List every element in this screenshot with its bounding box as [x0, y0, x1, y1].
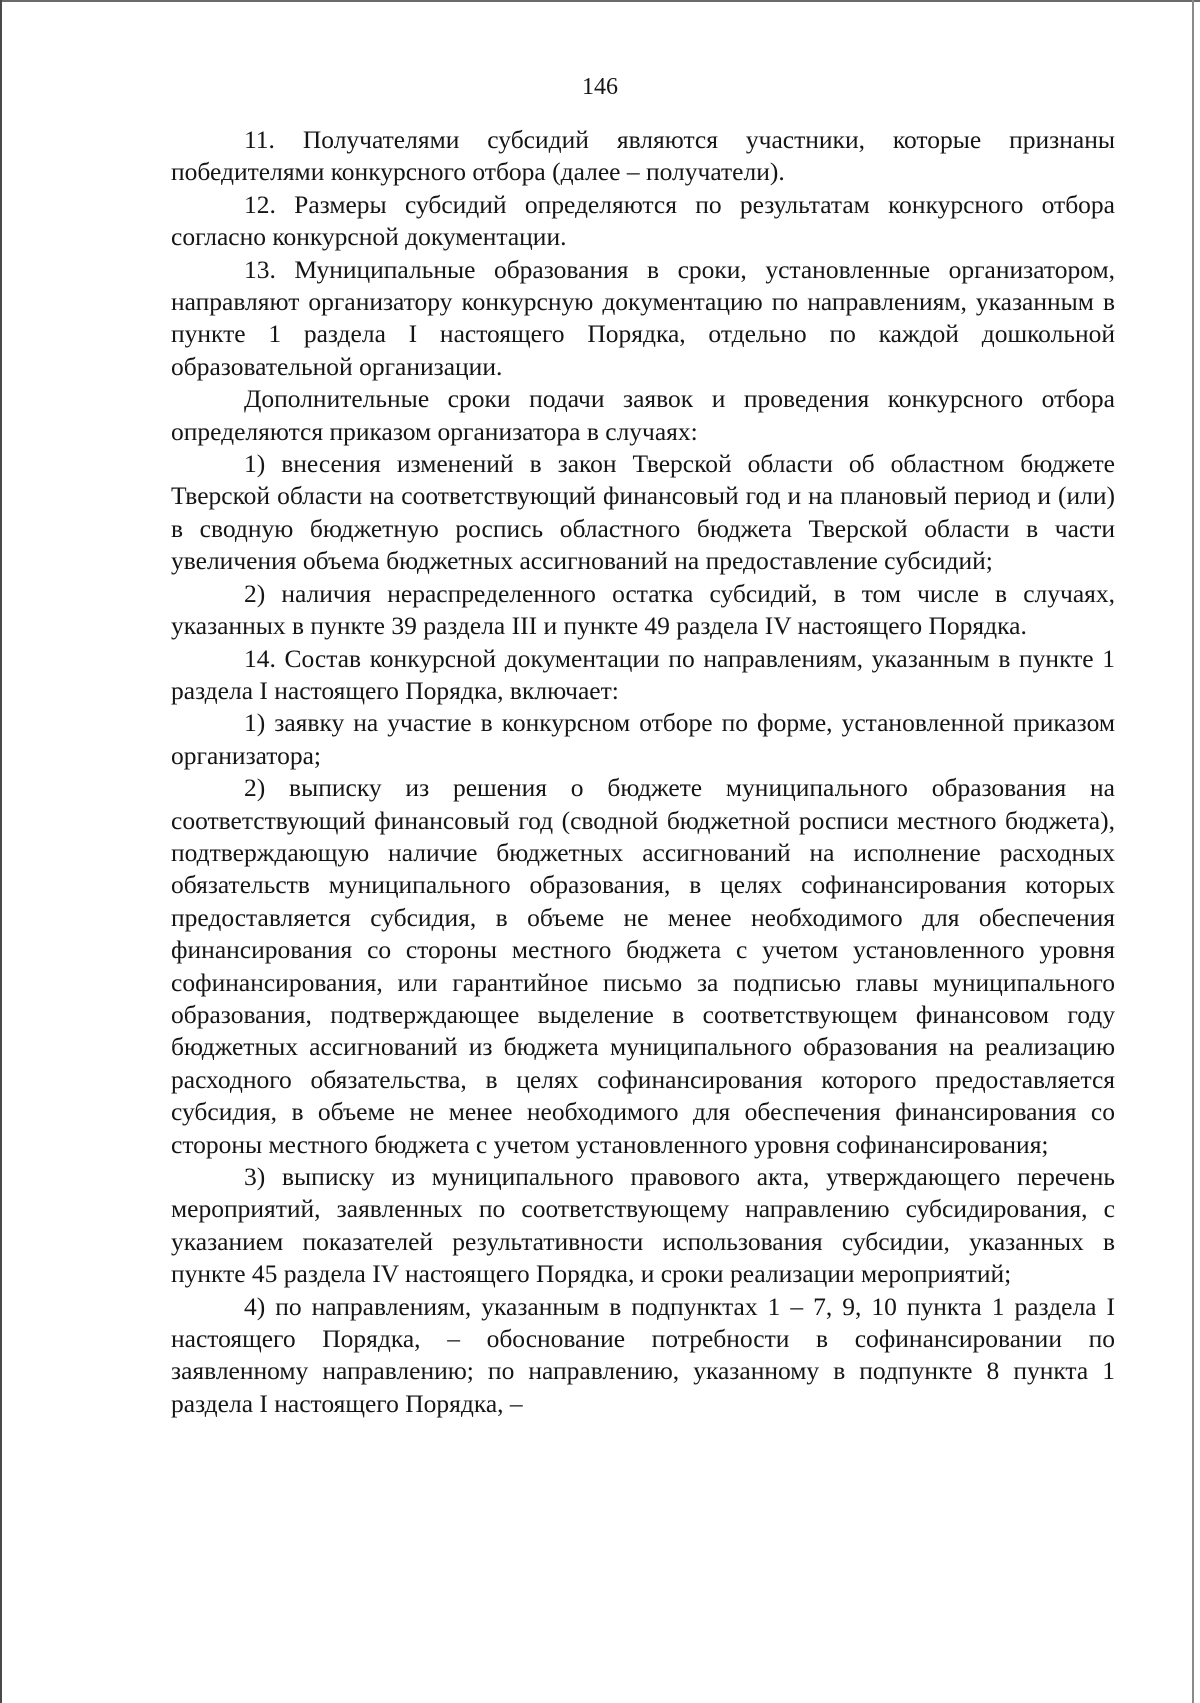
paragraph-13: 13. Муниципальные образования в сроки, установленные организатором, направляют организатору конкурсную документацию по направлениям, указанным в пункте 1 раздела I настоящего Порядка, отдельно по каждой дошкольной образовательной организации.	[171, 254, 1115, 381]
paragraph-case-1: 1) внесения изменений в закон Тверской области об областном бюджете Тверской области на соответствующий финансовый год и на плановый период и (или) в сводную бюджетную роспись областного бюджета Тверской области в части увеличения объема бюджетных ассигнований на предоставление субсидий;	[171, 449, 1115, 576]
page-number: 146	[582, 74, 618, 100]
scan-edge-left	[0, 0, 2, 1703]
paragraph-additional-terms: Дополнительные сроки подачи заявок и проведения конкурсного отбора определяются приказом организатора в случаях:	[171, 384, 1115, 446]
paragraph-case-2: 2) наличия нераспределенного остатка субсидий, в том числе в случаях, указанных в пункте 39 раздела III и пункте 49 раздела IV настоящего Порядка.	[171, 578, 1115, 641]
paragraph-11: 11. Получателями субсидий являются участники, которые признаны победителями конкурсного отбора (далее – получатели).	[171, 125, 1115, 187]
document-body	[171, 124, 1115, 1420]
scan-edge-right	[1192, 0, 1194, 1703]
paragraph-14-item-2: 2) выписку из решения о бюджете муниципального образования на соответствующий финансовый год (сводной бюджетной росписи местного бюджета), подтверждающую наличие бюджетных ассигнований на исполнение расходных обязательств муниципального образования, в целях софинансирования которых предоставляется субсидия, в объеме не менее необходимого для обеспечения финансирования со стороны местного бюджета с учетом установленного уровня софинансирования, или гарантийное письмо за подписью главы муниципального образования, подтверждающее выделение в соответствующем финансовом году бюджетных ассигнований из бюджета муниципального образования на реализацию расходного обязательства, в целях софинансирования которого предоставляется субсидия, в объеме не менее необходимого для обеспечения финансирования со стороны местного бюджета с учетом установленного уровня софинансирования;	[171, 773, 1115, 1159]
paragraph-14-item-4: 4) по направлениям, указанным в подпунктах 1 – 7, 9, 10 пункта 1 раздела I настоящего Порядка, – обоснование потребности в софинансировании по заявленному направлению; по направлению, указанному в подпункте 8 пункта 1 раздела I настоящего Порядка, –	[171, 1291, 1115, 1418]
scan-edge-top	[0, 0, 1200, 2]
paragraph-12: 12. Размеры субсидий определяются по результатам конкурсного отбора согласно конкурсной документации.	[171, 189, 1115, 252]
paragraph-14-item-3: 3) выписку из муниципального правового акта, утверждающего перечень мероприятий, заявленных по соответствующему направлению субсидирования, с указанием показателей результативности использования субсидии, указанных в пункте 45 раздела IV настоящего Порядка, и сроки реализации мероприятий;	[171, 1162, 1115, 1289]
paragraph-14: 14. Состав конкурсной документации по направлениям, указанным в пункте 1 раздела I настоящего Порядка, включает:	[171, 643, 1115, 705]
paragraph-14-item-1: 1) заявку на участие в конкурсном отборе по форме, установленной приказом организатора;	[171, 708, 1115, 770]
